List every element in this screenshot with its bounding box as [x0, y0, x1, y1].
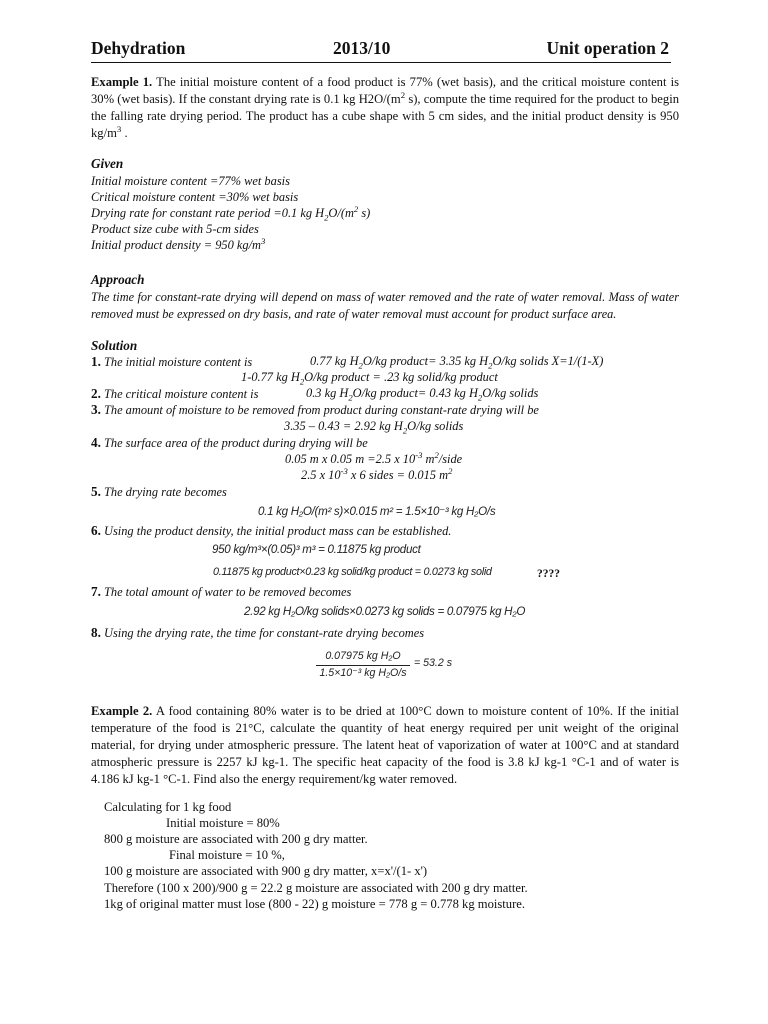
approach-text: The time for constant-rate drying will depend on mass of water removed and the rate of water removal. Mass of water removed must be expressed on dry basis, and rate of water removal must account for product surface area.: [91, 290, 679, 321]
fraction-result: = 53.2 s: [414, 657, 452, 669]
example2-paragraph: [91, 703, 679, 788]
example1-label: Example 1.: [91, 75, 153, 89]
given-title: Given: [91, 156, 124, 171]
calc-line-2: Initial moisture = 80%: [166, 816, 280, 830]
example1-text-after: s), compute the time required for the product to begin the falling rate drying period. The product has a cube shape with 5 cm sides, and the initial product density is 950 kg/m: [91, 92, 679, 140]
page-header: [91, 36, 671, 63]
solution-step-6-equation-1: 950 kg/m³×(0.05)³ m³ = 0.11875 kg product: [212, 543, 421, 556]
header-middle: 2013/10: [333, 38, 391, 58]
calc-line-1: Calculating for 1 kg food: [104, 800, 232, 814]
header-left: Dehydration: [91, 38, 186, 58]
calc-line-4: Final moisture = 10 %,: [169, 848, 285, 862]
solution-step-7-equation: 2.92 kg H₂O/kg solids×0.0273 kg solids = 0.07975 kg H₂O: [244, 605, 526, 618]
fraction-numerator: 0.07975 kg H₂O: [325, 650, 401, 662]
calc-line-6: Therefore (100 x 200)/900 g = 22.2 g moisture are associated with 200 g dry matter.: [104, 881, 528, 895]
given-line-1: Initial moisture content =77% wet basis: [91, 174, 290, 188]
given-line-3: Drying rate for constant rate period =0.1 kg $H_2O/(m^2$ s): [91, 203, 371, 223]
example2-label: Example 2.: [91, 704, 153, 718]
calc-line-3: 800 g moisture are associated with 200 g dry matter.: [104, 832, 368, 846]
solution-step-6-equation-2: 0.11875 kg product×0.23 kg solid/kg product = 0.0273 kg solid: [213, 566, 492, 578]
solution-step-7: 7. The total amount of water to be removed becomes: [91, 584, 352, 599]
solution-step-4-value-1: 0.05 m x 0.05 m =2.5 x $10^{-3}$ $m^2$/side: [285, 449, 463, 466]
header-right: Unit operation 2: [546, 38, 669, 58]
given-line-4: Product size cube with 5-cm sides: [91, 222, 259, 236]
given-line-5: Initial product density = 950 $kg/m^3$: [91, 235, 266, 252]
solution-step-6: 6. Using the product density, the initial product mass can be established.: [91, 523, 452, 538]
solution-title: Solution: [91, 338, 138, 353]
example1-paragraph: Example 1. The initial moisture content of a food product is 77% (wet basis), and the critical moisture content is 30% (wet basis). If the constant drying rate is 0.1 kg $H2O/(m^2$ s), compute the time required for the product to begin the falling rate drying period. The product has a cube shape with 5 cm sides, and the initial product density is 950 $kg/m^3$ .: [91, 75, 680, 140]
example1-text: The initial moisture content of a food product is 77% (wet basis), and the critical moisture content is 30% (wet basis). If the constant drying rate is 0.1 kg H2O/(m: [91, 75, 680, 106]
solution-step-1-value: 0.77 kg $H_2O/kg$ product= 3.35 kg $H_2O/kg$ solids X=1/(1-X): [310, 354, 604, 371]
fraction-bar: [316, 665, 410, 666]
solution-step-2-value: 0.3 kg $H_2O/kg$ product= 0.43 kg $H_2O/kg$ solids: [306, 386, 539, 403]
solution-step-3-value: 3.35 – 0.43 = 2.92 kg $H_2O/kg$ solids: [284, 419, 464, 436]
calc-line-7: 1kg of original matter must lose (800 - 22) g moisture = 778 g = 0.778 kg moisture.: [104, 897, 525, 911]
solution-step-2: 2. The critical moisture content is: [91, 386, 259, 401]
calc-line-5: 100 g moisture are associated with 900 g dry matter, x=x'/(1- x'): [104, 864, 428, 878]
example2-text: A food containing 80% water is to be dried at 100°C down to moisture content of 10%. If the initial temperature of the food is 21°C, calculate the quantity of heat energy required per unit weight of the original material, for drying under atmospheric pressure. The latent heat of vaporization of water at 100°C and at standard atmospheric pressure is 2257 kJ kg-1. The specific heat capacity of the food is 3.8 kJ kg-1 °C-1 and of water is 4.186 kJ kg-1 °C-1. Find also the energy requirement/kg water removed.: [91, 704, 679, 786]
solution-step-8: 8. Using the drying rate, the time for constant-rate drying becomes: [91, 625, 425, 640]
solution-step-4-value-2: 2.5 x $10^{-3}$ x 6 sides = 0.015 $m^2$: [301, 465, 453, 482]
solution-step-5-equation: 0.1 kg H₂O/(m² s)×0.015 m² = 1.5×10⁻³ kg H₂O/s: [258, 505, 496, 518]
solution-step-1-line-2: 1-0.77 kg $H_2O/kg$ product = .23 kg solid/kg product: [241, 370, 498, 387]
solution-step-4: 4. The surface area of the product during drying will be: [91, 435, 368, 450]
solution-step-1: 1. The initial moisture content is: [91, 354, 253, 369]
solution-step-3: 3. The amount of moisture to be removed from product during constant-rate drying will be: [91, 402, 539, 417]
approach-title: Approach: [91, 272, 145, 287]
question-marks: ????: [537, 568, 560, 580]
solution-step-5: 5. The drying rate becomes: [91, 484, 227, 499]
fraction-denominator: 1.5×10⁻³ kg H₂O/s: [319, 667, 407, 679]
given-line-2: Critical moisture content =30% wet basis: [91, 190, 299, 204]
